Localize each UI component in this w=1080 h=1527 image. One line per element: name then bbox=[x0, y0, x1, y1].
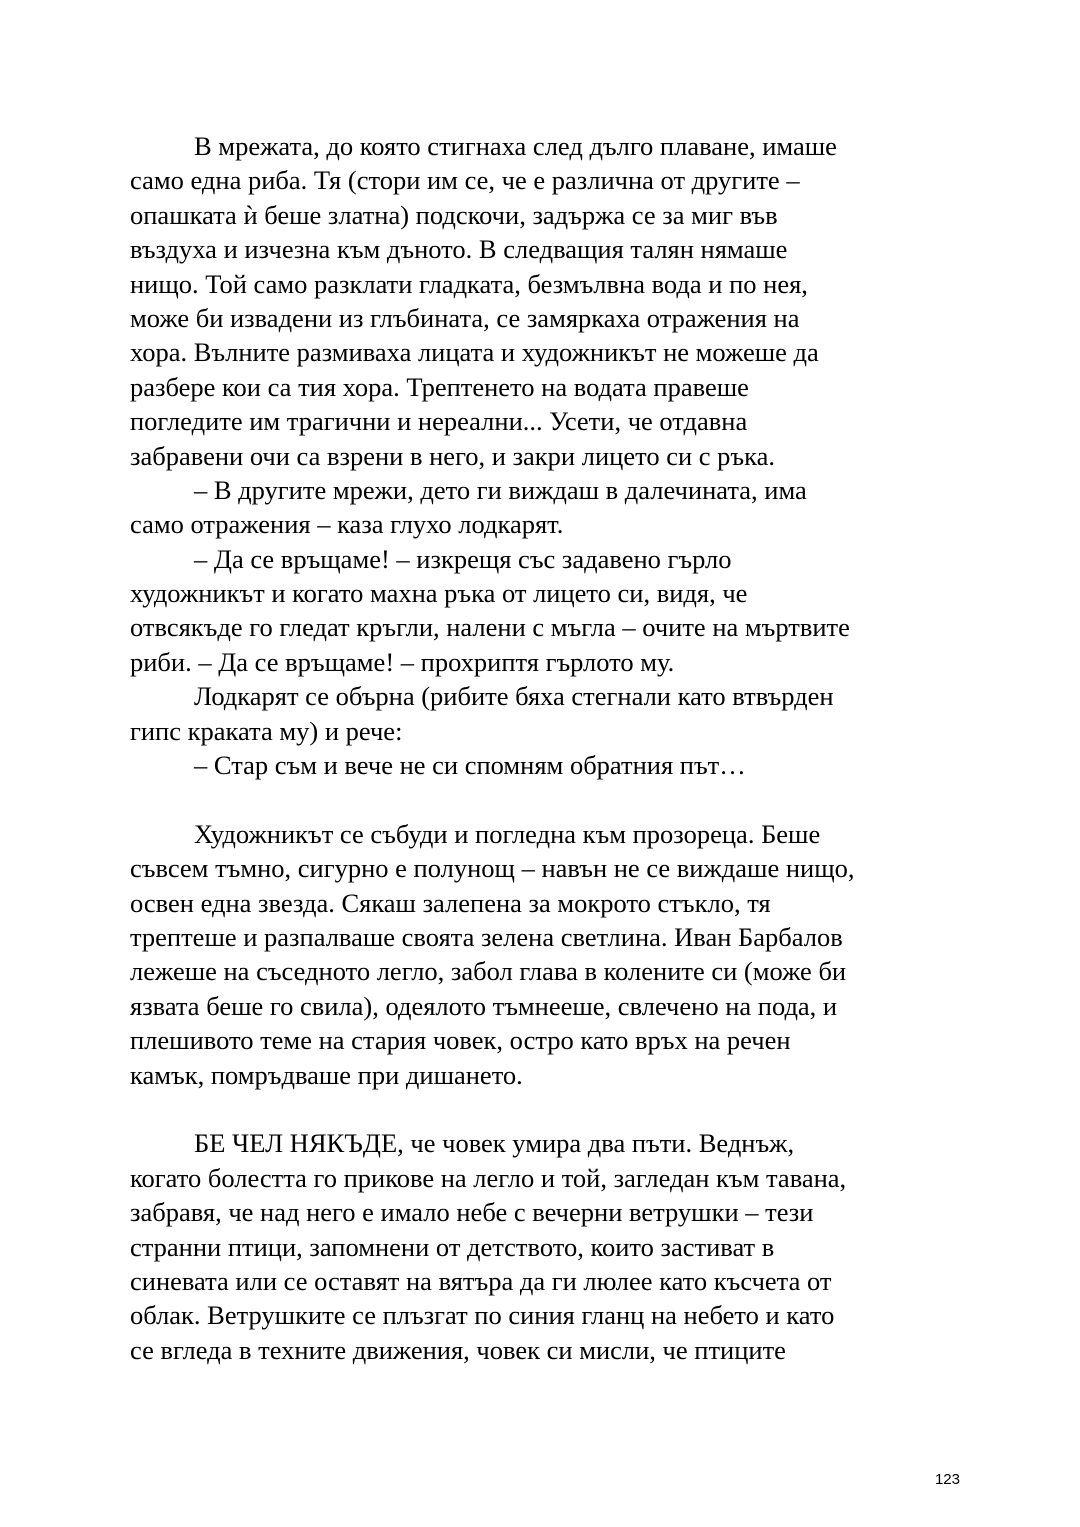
body-text bbox=[130, 129, 960, 1367]
text-line: може би извадени из глъбината, се замяркаха отражения на bbox=[130, 302, 800, 333]
text-line: язвата беше го свила), одеялото тъмнееше, свлечено на пода, и bbox=[130, 990, 838, 1021]
text-line: разбере кои са тия хора. Трептенето на водата правеше bbox=[130, 371, 749, 402]
text-line: камък, помръдваше при дишането. bbox=[130, 1059, 523, 1090]
paragraph-gap bbox=[130, 1092, 960, 1126]
text-line: забравя, че над него е имало небе с вечерни ветрушки – тези bbox=[130, 1197, 814, 1228]
text-line: се вгледа в техните движения, човек си мисли, че птиците bbox=[130, 1334, 786, 1365]
text-line: странни птици, запомнени от детството, които застиват в bbox=[130, 1231, 775, 1262]
text-line: само една риба. Тя (стори им се, че е различна от другите – bbox=[130, 165, 800, 196]
text-line: лежеше на съседното легло, забол глава в колените си (може би bbox=[130, 956, 847, 987]
text-line: освен една звезда. Сякаш залепена за мокрото стъкло, тя bbox=[130, 887, 771, 918]
text-line: – Стар съм и вече не си спомням обратния път… bbox=[194, 750, 746, 781]
text-line: съвсем тъмно, сигурно е полунощ – навън не се виждаше нищо, bbox=[130, 853, 855, 884]
paragraph-gap bbox=[130, 782, 960, 816]
text-line: облак. Ветрушките се плъзгат по синия гланц на небето и като bbox=[130, 1300, 835, 1331]
text-line: плешивото теме на стария човек, остро като връх на речен bbox=[130, 1025, 791, 1056]
text-line: когато болестта го прикове на легло и той, загледан към тавана, bbox=[130, 1162, 847, 1193]
text-line: Лодкарят се обърна (рибите бяха стегнали като втвърден bbox=[194, 681, 834, 712]
text-line: – Да се връщаме! – изкрещя със задавено гърло bbox=[194, 543, 732, 574]
text-line: синевата или се оставят на вятъра да ги люлее като късчета от bbox=[130, 1265, 832, 1296]
text-line: нищо. Той само разклати гладката, безмълвна вода и по нея, bbox=[130, 268, 808, 299]
text-line: В мрежата, до която стигнаха след дълго плаване, имаше bbox=[194, 131, 837, 161]
text-line: погледите им трагични и нереални... Усети, че отдавна bbox=[130, 406, 748, 437]
text-line: риби. – Да се връщаме! – прохриптя гърлото му. bbox=[130, 646, 675, 677]
text-line: гипс краката му) и рече: bbox=[130, 715, 403, 746]
text-line: – В другите мрежи, дето ги виждаш в далечината, има bbox=[194, 474, 807, 505]
text-line: опашката ѝ беше златна) подскочи, задържа се за миг във bbox=[130, 199, 778, 230]
text-line: само отражения – каза глухо лодкарят. bbox=[130, 509, 564, 540]
text-line: трептеше и разпалваше своята зелена светлина. Иван Барбалов bbox=[130, 921, 843, 952]
text-line: БЕ ЧЕЛ НЯКЪДЕ, че човек умира два пъти. Веднъж, bbox=[194, 1128, 795, 1159]
text-line: Художникът се събуди и погледна към прозореца. Беше bbox=[194, 818, 821, 849]
page-number: 123 bbox=[934, 1471, 960, 1488]
text-line: отвсякъде го гледат кръгли, налени с мъгла – очите на мъртвите bbox=[130, 612, 850, 643]
text-line: забравени очи са взрени в него, и закри лицето си с ръка. bbox=[130, 440, 775, 471]
text-line: хора. Вълните размиваха лицата и художникът не можеше да bbox=[130, 337, 819, 368]
text-line: художникът и когато махна ръка от лицето си, видя, че bbox=[130, 578, 748, 609]
text-line: въздуха и изчезна към дъното. В следващия талян нямаше bbox=[130, 234, 788, 265]
